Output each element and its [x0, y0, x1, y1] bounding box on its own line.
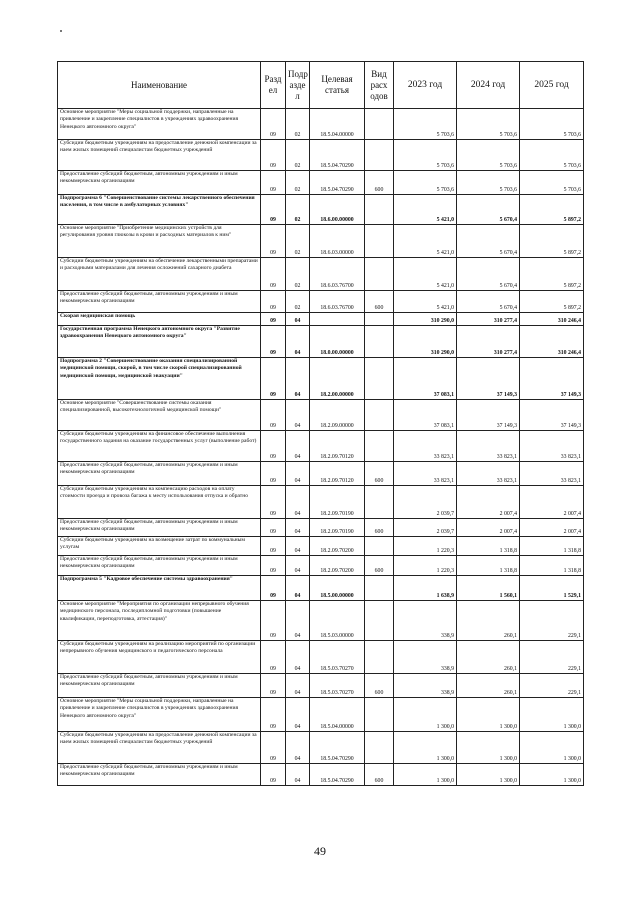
header-podrazdel: Подр азде л [286, 62, 310, 109]
row-target-article: 18.0.00.00000 [310, 326, 365, 358]
row-value-2025: 5 703,6 [520, 109, 584, 140]
header-2024: 2024 год [457, 62, 520, 109]
row-value-2025: 310 246,4 [520, 326, 584, 358]
row-value-2024: 2 007,4 [457, 519, 520, 537]
row-podrazdel: 02 [286, 225, 310, 258]
row-value-2024: 33 823,1 [457, 462, 520, 486]
row-target-article: 18.2.00.00000 [310, 358, 365, 400]
row-value-2025: 229,1 [520, 641, 584, 674]
row-value-2025: 37 149,3 [520, 358, 584, 400]
row-value-2024: 260,1 [457, 601, 520, 641]
row-value-2023: 1 220,3 [394, 537, 457, 556]
row-podrazdel: 02 [286, 171, 310, 195]
row-target-article: 18.2.09.70190 [310, 519, 365, 537]
row-value-2025: 1 318,8 [520, 556, 584, 576]
row-podrazdel: 04 [286, 486, 310, 519]
row-target-article: 18.5.03.70270 [310, 641, 365, 674]
row-podrazdel: 02 [286, 258, 310, 291]
row-podrazdel: 04 [286, 519, 310, 537]
row-name: Субсидии бюджетным учреждениям на предоставление денежной компенсации за наем жилых помещений специалистам бюджетных учреждений [58, 140, 261, 171]
table-row [58, 358, 584, 400]
table-row [58, 537, 584, 556]
row-value-2025: 33 823,1 [520, 431, 584, 462]
table-row [58, 109, 584, 140]
row-value-2025: 1 300,0 [520, 732, 584, 764]
row-value-2025: 2 007,4 [520, 486, 584, 519]
row-name: Основное мероприятие "Приобретение медицинских устройств для регулирования уровня глюкозы в крови и расходных материалов к ним" [58, 225, 261, 258]
row-podrazdel: 04 [286, 576, 310, 601]
row-value-2023: 37 083,1 [394, 400, 457, 431]
row-value-2023: 338,9 [394, 674, 457, 698]
row-expense-type [365, 326, 394, 358]
row-razdel: 09 [261, 431, 286, 462]
table-row [58, 519, 584, 537]
row-name: Государственная программа Ненецкого автономного округа "Развитие здравоохранения Ненецкого автономного округа" [58, 326, 261, 358]
row-value-2024: 37 149,3 [457, 358, 520, 400]
row-expense-type [365, 258, 394, 291]
row-expense-type [365, 732, 394, 764]
table-row [58, 140, 584, 171]
row-value-2023: 33 823,1 [394, 431, 457, 462]
row-target-article: 18.6.03.76700 [310, 291, 365, 313]
row-value-2025: 5 897,2 [520, 291, 584, 313]
row-razdel: 09 [261, 486, 286, 519]
row-value-2023: 1 638,9 [394, 576, 457, 601]
row-expense-type: 600 [365, 674, 394, 698]
row-razdel: 09 [261, 462, 286, 486]
row-value-2023: 1 300,0 [394, 732, 457, 764]
row-expense-type: 600 [365, 462, 394, 486]
table-row [58, 576, 584, 601]
table-row [58, 462, 584, 486]
header-2023: 2023 год [394, 62, 457, 109]
row-name: Основное мероприятие "Меры социальной поддержки, направленные на привлечение и закрепление специалистов в учреждениях здравоохранения Ненецкого автономного округа" [58, 109, 261, 140]
row-value-2025: 1 529,1 [520, 576, 584, 601]
row-razdel: 09 [261, 698, 286, 732]
row-razdel: 09 [261, 195, 286, 225]
row-value-2024: 1 560,1 [457, 576, 520, 601]
row-target-article: 18.5.04.00000 [310, 698, 365, 732]
row-name: Подпрограмма 2 "Совершенствование оказания специализированной медицинской помощи, скорой, в том числе скорой специализированной медицинской помощи, медицинской эвакуации" [58, 358, 261, 400]
row-razdel: 09 [261, 291, 286, 313]
row-name: Основное мероприятие "Мероприятия по организации непрерывного обучения медицинского персонала, последипломной подготовки (повышение квалификации, переподготовка, аттестация)" [58, 601, 261, 641]
row-razdel: 09 [261, 641, 286, 674]
row-expense-type [365, 195, 394, 225]
row-expense-type [365, 486, 394, 519]
row-razdel: 09 [261, 764, 286, 786]
row-expense-type [365, 641, 394, 674]
row-expense-type [365, 400, 394, 431]
table-row [58, 326, 584, 358]
row-podrazdel: 02 [286, 195, 310, 225]
row-name: Основное мероприятие "Меры социальной поддержки, направленные на привлечение и закрепление специалистов в учреждениях здравоохранения Ненецкого автономного округа" [58, 698, 261, 732]
row-name: Субсидии бюджетным учреждениям на компенсацию расходов на оплату стоимости проезда и провоза багажа к месту использования отпуска и обратно [58, 486, 261, 519]
row-podrazdel: 04 [286, 556, 310, 576]
row-target-article: 18.5.00.00000 [310, 576, 365, 601]
row-razdel: 09 [261, 674, 286, 698]
row-target-article: 18.2.09.70120 [310, 431, 365, 462]
row-expense-type: 600 [365, 519, 394, 537]
row-value-2023: 37 083,1 [394, 358, 457, 400]
row-target-article: 18.2.09.70190 [310, 486, 365, 519]
row-value-2024: 260,1 [457, 641, 520, 674]
row-razdel: 09 [261, 556, 286, 576]
row-value-2025: 5 703,6 [520, 140, 584, 171]
row-expense-type [365, 225, 394, 258]
row-podrazdel: 04 [286, 431, 310, 462]
table-row [58, 486, 584, 519]
row-target-article: 18.5.03.70270 [310, 674, 365, 698]
row-value-2024: 5 703,6 [457, 109, 520, 140]
row-name: Основное мероприятие "Совершенствование системы оказания специализированной, высокотехнологичной медицинской помощи" [58, 400, 261, 431]
row-name: Предоставление субсидий бюджетным, автономным учреждениям и иным некоммерческим организациям [58, 764, 261, 786]
row-value-2024: 1 318,8 [457, 556, 520, 576]
row-value-2023: 338,9 [394, 601, 457, 641]
row-value-2023: 338,9 [394, 641, 457, 674]
table-row [58, 400, 584, 431]
row-name: Субсидии бюджетным учреждениям на предоставление денежной компенсации за наем жилых помещений специалистам бюджетных учреждений [58, 732, 261, 764]
row-podrazdel: 04 [286, 641, 310, 674]
row-name: Предоставление субсидий бюджетным, автономным учреждениям и иным некоммерческим организациям [58, 674, 261, 698]
row-name: Подпрограмма 5 "Кадровое обеспечение системы здравоохранения" [58, 576, 261, 601]
row-razdel: 09 [261, 537, 286, 556]
row-target-article: 18.5.04.70290 [310, 764, 365, 786]
row-value-2024: 1 300,0 [457, 764, 520, 786]
row-podrazdel: 04 [286, 326, 310, 358]
row-value-2024: 37 149,3 [457, 400, 520, 431]
row-target-article: 18.6.03.76700 [310, 258, 365, 291]
table-row [58, 225, 584, 258]
row-value-2024: 1 318,8 [457, 537, 520, 556]
row-value-2023: 5 421,0 [394, 225, 457, 258]
row-value-2023: 310 290,0 [394, 313, 457, 326]
row-podrazdel: 02 [286, 109, 310, 140]
row-value-2025: 2 007,4 [520, 519, 584, 537]
row-value-2024: 1 300,0 [457, 698, 520, 732]
header-target-article: Целевая статья [310, 62, 365, 109]
row-name: Предоставление субсидий бюджетным, автономным учреждениям и иным некоммерческим организациям [58, 171, 261, 195]
row-razdel: 09 [261, 358, 286, 400]
row-target-article: 18.6.03.00000 [310, 225, 365, 258]
row-value-2023: 5 703,6 [394, 171, 457, 195]
row-target-article: 18.2.09.70120 [310, 462, 365, 486]
row-podrazdel: 04 [286, 313, 310, 326]
page-number: 49 [314, 844, 326, 858]
row-podrazdel: 04 [286, 601, 310, 641]
row-target-article: 18.5.04.70290 [310, 171, 365, 195]
row-name: Предоставление субсидий бюджетным, автономным учреждениям и иным некоммерческим организациям [58, 556, 261, 576]
row-target-article: 18.2.09.00000 [310, 400, 365, 431]
table-row [58, 258, 584, 291]
row-value-2024: 1 300,0 [457, 732, 520, 764]
row-podrazdel: 04 [286, 674, 310, 698]
table-row [58, 291, 584, 313]
row-value-2023: 5 421,0 [394, 258, 457, 291]
row-podrazdel: 04 [286, 764, 310, 786]
header-2025: 2025 год [520, 62, 584, 109]
row-expense-type [365, 698, 394, 732]
table-row [58, 171, 584, 195]
table-row [58, 556, 584, 576]
row-value-2023: 2 039,7 [394, 486, 457, 519]
row-value-2024: 33 823,1 [457, 431, 520, 462]
row-razdel: 09 [261, 225, 286, 258]
table-row [58, 601, 584, 641]
row-razdel: 09 [261, 258, 286, 291]
row-expense-type [365, 358, 394, 400]
row-expense-type [365, 109, 394, 140]
row-target-article [310, 313, 365, 326]
row-razdel: 09 [261, 601, 286, 641]
row-value-2024: 5 703,6 [457, 140, 520, 171]
row-expense-type [365, 537, 394, 556]
row-value-2023: 1 220,3 [394, 556, 457, 576]
row-value-2023: 5 703,6 [394, 109, 457, 140]
row-expense-type [365, 140, 394, 171]
row-expense-type [365, 431, 394, 462]
row-target-article: 18.6.00.00000 [310, 195, 365, 225]
row-value-2024: 5 670,4 [457, 225, 520, 258]
row-podrazdel: 04 [286, 400, 310, 431]
row-razdel: 09 [261, 732, 286, 764]
row-value-2023: 33 823,1 [394, 462, 457, 486]
row-value-2023: 1 300,0 [394, 698, 457, 732]
row-value-2024: 310 277,4 [457, 313, 520, 326]
row-expense-type: 600 [365, 556, 394, 576]
header-name: Наименование [58, 62, 261, 109]
row-value-2025: 1 300,0 [520, 764, 584, 786]
row-value-2023: 2 039,7 [394, 519, 457, 537]
row-razdel: 09 [261, 313, 286, 326]
table-header-row [58, 62, 584, 109]
row-name: Скорая медицинская помощь [58, 313, 261, 326]
header-razdel: Разд ел [261, 62, 286, 109]
row-value-2025: 1 300,0 [520, 698, 584, 732]
table-row [58, 764, 584, 786]
row-expense-type [365, 601, 394, 641]
table-row [58, 313, 584, 326]
table-row [58, 698, 584, 732]
budget-table [57, 61, 584, 786]
row-razdel: 09 [261, 171, 286, 195]
row-target-article: 18.2.09.70200 [310, 556, 365, 576]
row-podrazdel: 02 [286, 140, 310, 171]
row-value-2024: 5 670,4 [457, 291, 520, 313]
row-expense-type: 600 [365, 171, 394, 195]
row-podrazdel: 04 [286, 698, 310, 732]
row-name: Субсидии бюджетным учреждениям на финансовое обеспечение выполнения государственного задания на оказание государственных услуг (выполнение работ) [58, 431, 261, 462]
row-name: Предоставление субсидий бюджетным, автономным учреждениям и иным некоммерческим организациям [58, 291, 261, 313]
table-row [58, 431, 584, 462]
row-value-2025: 37 149,3 [520, 400, 584, 431]
row-value-2025: 5 897,2 [520, 258, 584, 291]
row-podrazdel: 04 [286, 462, 310, 486]
row-value-2025: 5 703,6 [520, 171, 584, 195]
row-value-2023: 5 703,6 [394, 140, 457, 171]
row-value-2024: 5 670,4 [457, 258, 520, 291]
row-value-2025: 310 246,4 [520, 313, 584, 326]
table-row [58, 641, 584, 674]
header-expense-type: Вид расх одов [365, 62, 394, 109]
row-value-2024: 5 703,6 [457, 171, 520, 195]
row-expense-type [365, 576, 394, 601]
row-podrazdel: 02 [286, 291, 310, 313]
row-razdel: 09 [261, 519, 286, 537]
row-razdel: 09 [261, 576, 286, 601]
row-value-2024: 310 277,4 [457, 326, 520, 358]
row-target-article: 18.2.09.70200 [310, 537, 365, 556]
row-name: Предоставление субсидий бюджетным, автономным учреждениям и иным некоммерческим организациям [58, 519, 261, 537]
row-expense-type: 600 [365, 764, 394, 786]
row-razdel: 09 [261, 400, 286, 431]
row-razdel: 09 [261, 109, 286, 140]
row-name: Субсидии бюджетным учреждениям на обеспечение лекарственными препаратами и расходными материалами для лечения осложнений сахарного диабета [58, 258, 261, 291]
row-value-2025: 229,1 [520, 601, 584, 641]
row-value-2023: 5 421,0 [394, 195, 457, 225]
table-row [58, 674, 584, 698]
row-target-article: 18.5.03.00000 [310, 601, 365, 641]
row-expense-type: 600 [365, 291, 394, 313]
row-podrazdel: 04 [286, 358, 310, 400]
row-value-2023: 1 300,0 [394, 764, 457, 786]
row-name: Подпрограмма 6 "Совершенствование системы лекарственного обеспечения населения, в том числе в амбулаторных условиях" [58, 195, 261, 225]
row-value-2025: 229,1 [520, 674, 584, 698]
row-value-2024: 5 670,4 [457, 195, 520, 225]
row-target-article: 18.5.04.70290 [310, 140, 365, 171]
row-razdel: 09 [261, 326, 286, 358]
row-value-2025: 1 318,8 [520, 537, 584, 556]
row-value-2023: 310 290,0 [394, 326, 457, 358]
scan-speck [60, 30, 62, 32]
row-podrazdel: 04 [286, 537, 310, 556]
row-value-2025: 5 897,2 [520, 225, 584, 258]
row-target-article: 18.5.04.70290 [310, 732, 365, 764]
row-value-2023: 5 421,0 [394, 291, 457, 313]
row-name: Субсидии бюджетным учреждениям на реализацию мероприятий по организации непрерывного обучения медицинского и педагогического персонала [58, 641, 261, 674]
row-value-2024: 2 007,4 [457, 486, 520, 519]
row-podrazdel: 04 [286, 732, 310, 764]
row-value-2025: 33 823,1 [520, 462, 584, 486]
table-row [58, 195, 584, 225]
row-razdel: 09 [261, 140, 286, 171]
table-row [58, 732, 584, 764]
row-expense-type [365, 313, 394, 326]
row-target-article: 18.5.04.00000 [310, 109, 365, 140]
row-value-2024: 260,1 [457, 674, 520, 698]
row-value-2025: 5 897,2 [520, 195, 584, 225]
row-name: Предоставление субсидий бюджетным, автономным учреждениям и иным некоммерческим организациям [58, 462, 261, 486]
row-name: Субсидии бюджетным учреждениям на возмещение затрат по коммунальным услугам [58, 537, 261, 556]
